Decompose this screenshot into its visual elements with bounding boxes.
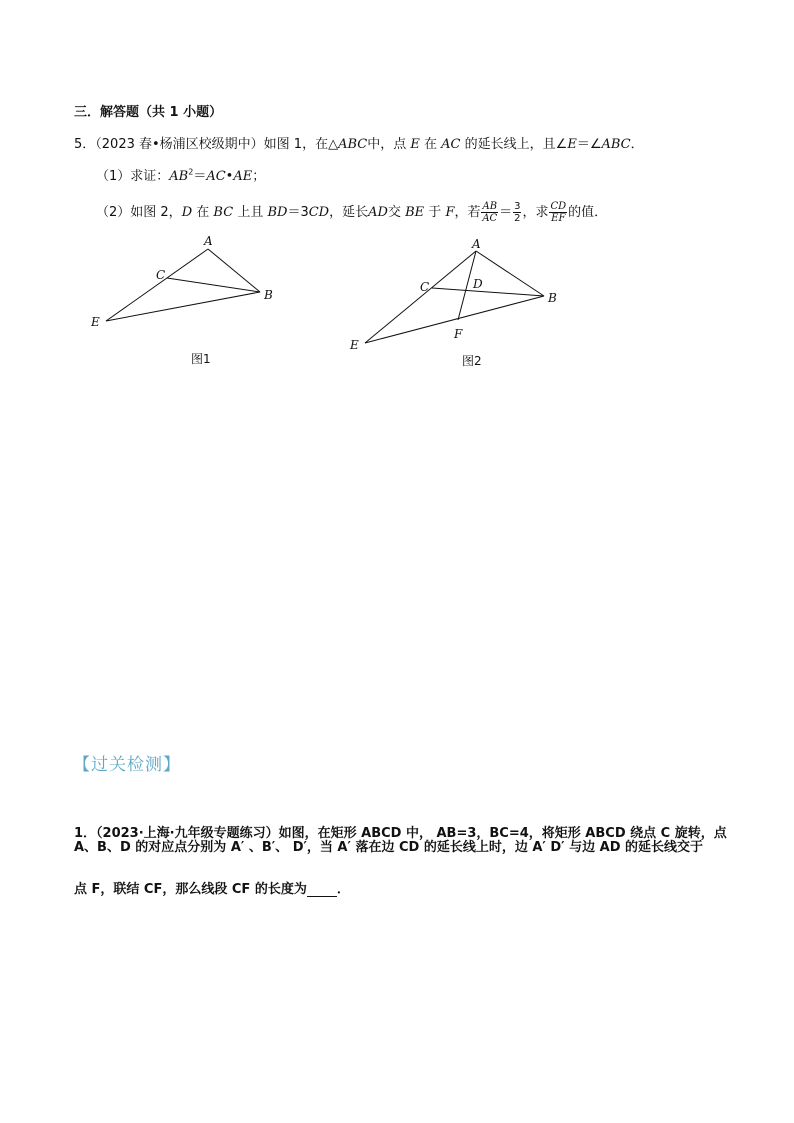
stem-text: 中，点 bbox=[367, 137, 407, 152]
figure-2-caption: 图2 bbox=[462, 354, 482, 368]
denominator: 2 bbox=[514, 213, 521, 224]
stem-text: ＝3 bbox=[287, 205, 309, 220]
question-number: 5． bbox=[74, 137, 96, 152]
stem-text: 在 bbox=[196, 205, 210, 220]
problem-text: 点 F，联结 CF，那么线段 CF 的长度为 bbox=[74, 882, 307, 897]
stem-text: 于 bbox=[428, 205, 442, 220]
math-var: E bbox=[567, 137, 577, 152]
punctuation: ． bbox=[336, 882, 350, 897]
math-var: ABC bbox=[601, 137, 631, 152]
problem-1-line-3 bbox=[74, 878, 350, 897]
fraction-ab-ac bbox=[481, 201, 498, 224]
stem-text: ，延长 bbox=[329, 205, 369, 220]
math-var: CD bbox=[308, 205, 330, 220]
problem-1-line-1: 1．（2023·上海·九年级专题练习）如图，在矩形 ABCD 中， AB=3，BC=4，将矩形 ABCD 绕点 C 旋转，点 bbox=[74, 826, 727, 841]
punctuation: ； bbox=[252, 169, 266, 184]
stem-text: ，求 bbox=[522, 205, 549, 220]
stem-text: 交 bbox=[387, 205, 401, 220]
stem-text: 在 bbox=[424, 137, 438, 152]
label-d: D bbox=[473, 277, 483, 291]
math-var: ABC bbox=[338, 137, 368, 152]
part-label: （2）如图 2， bbox=[96, 205, 182, 220]
numerator: AB bbox=[482, 201, 498, 212]
question-5-part-2 bbox=[96, 201, 607, 224]
label-c: C bbox=[420, 280, 430, 294]
math-var: AB bbox=[169, 169, 189, 184]
question-source: （2023 春•杨浦区校级期中） bbox=[95, 137, 264, 152]
question-5-part-1 bbox=[96, 165, 265, 184]
section-banner: 【过关检测】 bbox=[73, 755, 181, 775]
stem-text: 如图 1，在△ bbox=[263, 137, 339, 152]
label-c: C bbox=[156, 268, 166, 282]
math-var: AC•AE bbox=[206, 169, 253, 184]
label-a: A bbox=[472, 237, 481, 251]
segment-ab bbox=[476, 251, 544, 296]
segment-ae bbox=[106, 249, 208, 321]
math-var: AC bbox=[441, 137, 461, 152]
math-var: AD bbox=[368, 205, 388, 220]
math-var: BE bbox=[405, 205, 425, 220]
numerator: CD bbox=[550, 201, 567, 212]
problem-1-line-2: A、B、D 的对应点分别为 A′ 、B′、 D′，当 A′ 落在边 CD 的延长线上时，边 A′ D′ 与边 AD 的延长线交于 bbox=[74, 840, 704, 855]
superscript: 2 bbox=[188, 167, 194, 177]
fraction-3-2 bbox=[513, 201, 521, 224]
math-var: BC bbox=[213, 205, 234, 220]
label-e: E bbox=[350, 338, 359, 352]
denominator: AC bbox=[482, 213, 498, 224]
label-b: B bbox=[548, 291, 557, 305]
numerator: 3 bbox=[514, 201, 521, 212]
label-f: F bbox=[454, 327, 463, 341]
segment-eb bbox=[106, 292, 260, 321]
stem-text: 的延长线上，且∠ bbox=[464, 137, 568, 152]
math-var: BD bbox=[267, 205, 288, 220]
denominator: EF bbox=[551, 213, 566, 224]
part-label: （1）求证： bbox=[96, 169, 170, 184]
label-a: A bbox=[204, 234, 213, 248]
stem-text: ． bbox=[630, 137, 644, 152]
math-var: D bbox=[181, 205, 193, 220]
stem-text: ＝∠ bbox=[576, 137, 602, 152]
figure-2 bbox=[340, 232, 580, 372]
equals-sign: ＝ bbox=[499, 205, 513, 220]
figure-1-caption: 图1 bbox=[191, 352, 211, 366]
stem-text: 的值． bbox=[568, 205, 608, 220]
equals-sign: ＝ bbox=[193, 169, 207, 184]
answer-blank bbox=[307, 884, 337, 897]
label-b: B bbox=[264, 288, 273, 302]
stem-text: ，若 bbox=[454, 205, 481, 220]
figure-1 bbox=[80, 232, 290, 372]
math-var: F bbox=[445, 205, 455, 220]
question-5-stem bbox=[74, 133, 644, 152]
section-title: 三．解答题（共 1 小题） bbox=[74, 105, 223, 120]
segment-cb bbox=[432, 288, 544, 296]
fraction-cd-ef bbox=[549, 201, 567, 224]
math-var: E bbox=[410, 137, 420, 152]
label-e: E bbox=[91, 315, 100, 329]
stem-text: 上且 bbox=[237, 205, 264, 220]
